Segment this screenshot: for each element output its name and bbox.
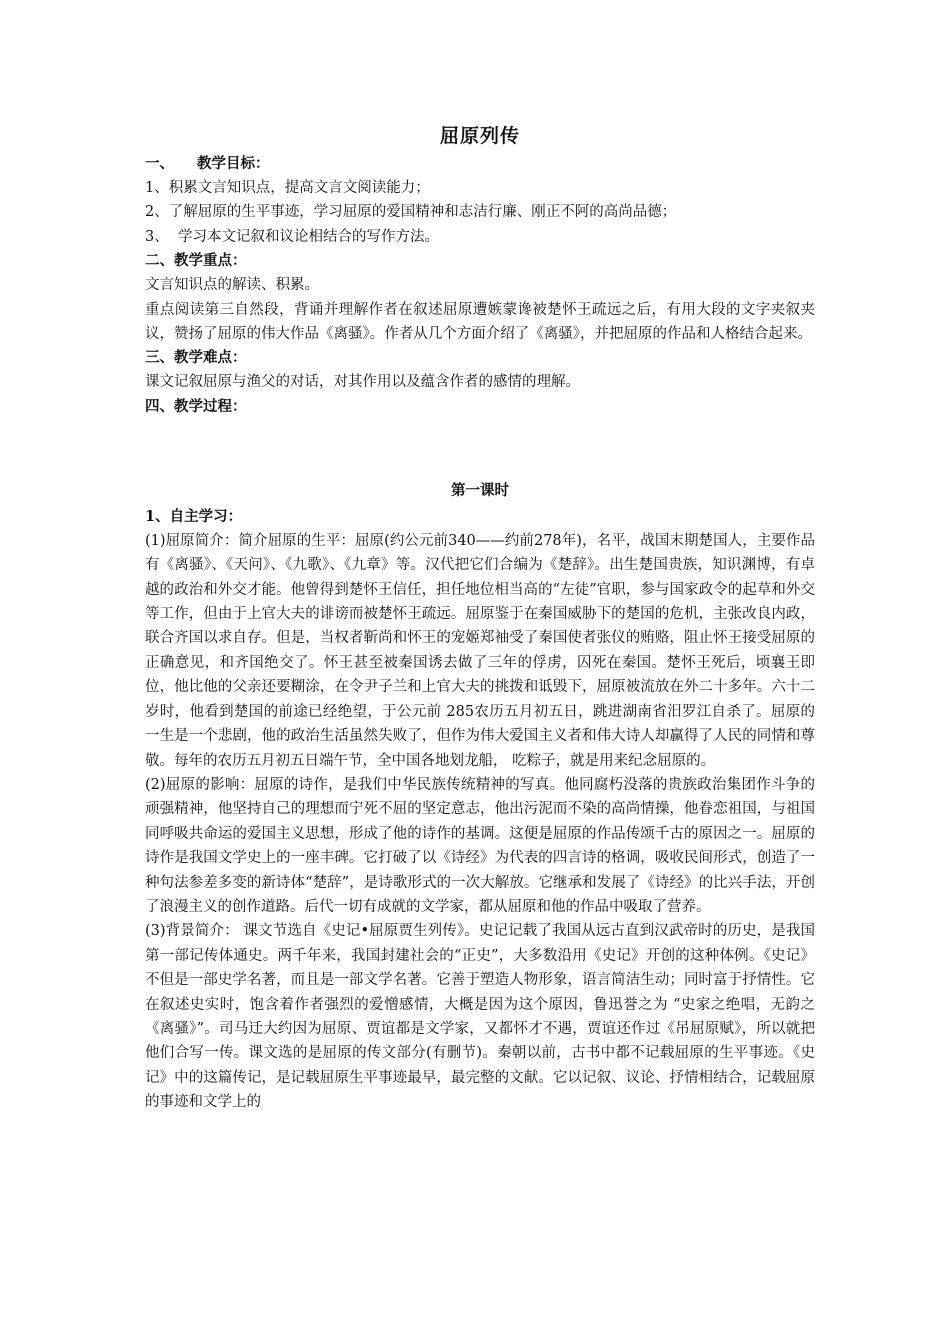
document-title: 屈原列传 bbox=[439, 125, 520, 147]
section-heading-goals bbox=[145, 152, 815, 176]
biography-paragraph: (1)屈原简介：简介屈原的生平：屈原(约公元前340——约前278年)，名平，战国末期楚国人，主要作品有《离骚》、《天问》、《九歌》、《九章》等。汉代把它们合编为《楚辞》。出生楚国贵族，知识渊博，有卓越的政治和外交才能。他曾得到楚怀王信任，担任地位相当高的“左徒”官职，参与国家政令的起草和外交等工作，但由于上官大夫的诽谤而被楚怀王疏远。屈原鉴于在秦国威胁下的楚国的危机，主张改良内政，联合齐国以求自存。但是，当权者靳尚和怀王的宠姬郑袖受了秦国使者张仪的贿赂，阻止怀王接受屈原的正确意见，和齐国绝交了。怀王甚至被秦国诱去做了三年的俘虏，囚死在秦国。楚怀王死后，顷襄王即位，他比他的父亲还要糊涂，在令尹子兰和上官大夫的挑拨和诋毁下，屈原被流放在外二十多年。六十二岁时，他看到楚国的前途已经绝望，于公元前 285农历五月初五日，跳进湖南省汨罗江自杀了。屈原的一生是一个悲剧，他的政治生活虽然失败了，但作为伟大爱国主义者和伟大诗人却赢得了人民的同情和尊敬。每年的农历五月初五日端午节，全中国各地划龙船， 吃粽子，就是用来纪念屈原的。 bbox=[145, 532, 815, 769]
difficulties-paragraph: 课文记叙屈原与渔父的对话，对其作用以及蕴含作者的感情的理解。 bbox=[145, 374, 580, 391]
goal-item-2: 2、了解屈原的生平事迹，学习屈原的爱国精神和志洁行廉、刚正不阿的高尚品德； bbox=[145, 204, 677, 221]
lesson-subheading: 1、自主学习： bbox=[145, 507, 243, 525]
section-heading-difficulties: 三、教学难点： bbox=[145, 349, 247, 367]
influence-paragraph: (2)屈原的影响：屈原的诗作，是我们中华民族传统精神的写真。他同腐朽没落的贵族政治集团作斗争的顽强精神，他坚持自己的理想而宁死不屈的坚定意志，他出污泥而不染的高尚情操，他眷恋祖国，与祖国同呼吸共命运的爱国主义思想，形成了他的诗作的基调。这便是屈原的作品传颂千古的原因之一。屈原的诗作是我国文学史上的一座丰碑。它打破了以《诗经》为代表的四言诗的格调，吸收民间形式，创造了一种句法参差多变的新诗体“楚辞”，是诗歌形式的一次大解放。它继承和发展了《诗经》的比兴手法，开创了浪漫主义的创作道路。后代一切有成就的文学家，都从屈原和他的作品中吸取了营养。 bbox=[145, 776, 815, 915]
section-heading-process: 四、教学过程： bbox=[145, 397, 247, 415]
document-page bbox=[145, 122, 815, 1115]
spacer bbox=[145, 419, 815, 479]
section-label: 教学目标： bbox=[197, 155, 270, 172]
section-number: 一、 bbox=[145, 155, 174, 172]
key-points-paragraph-1: 文言知识点的解读、积累。 bbox=[145, 277, 319, 294]
goal-item-3: 3、 学习本文记叙和议论相结合的写作方法。 bbox=[145, 228, 439, 245]
lesson-title: 第一课时 bbox=[451, 481, 509, 499]
goal-item-1: 1、积累文言知识点，提高文言文阅读能力； bbox=[145, 180, 430, 196]
section-heading-key-points: 二、教学重点： bbox=[145, 252, 247, 270]
background-paragraph: (3)背景简介： 课文节选自《史记•屈原贾生列传》。史记记载了我国从远古直到汉武帝时的历史，是我国第一部记传体通史。两千年来，我国封建社会的“正史”，大多数沿用《史记》开创的这种体例。《史记》不但是一部史学名著，而且是一部文学名著。它善于塑造人物形象，语言简洁生动；同时富于抒情性。它在叙述史实时，饱含着作者强烈的爱憎感情，大概是因为这个原因，鲁迅誉之为 “史家之绝唱，无韵之《离骚》”。司马迁大约因为屈原、贾谊都是文学家，又都怀才不遇，贾谊还作过《吊屈原赋》，所以就把他们合写一传。课文选的是屈原的传文部分(有删节)。秦朝以前，古书中都不记载屈原的生平事迹。《史记》中的这篇传记，是记载屈原生平事迹最早，最完整的文献。它以记叙、议论、抒情相结合，记载屈原的事迹和文学上的 bbox=[145, 923, 815, 1111]
key-points-paragraph-2: 重点阅读第三自然段，背诵并理解作者在叙述屈原遭嫉蒙谗被楚怀王疏远之后，有用大段的文字夹叙夹议，赞扬了屈原的伟大作品《离骚》。作者从几个方面介绍了《离骚》，并把屈原的作品和人格结合起来。 bbox=[145, 301, 815, 343]
